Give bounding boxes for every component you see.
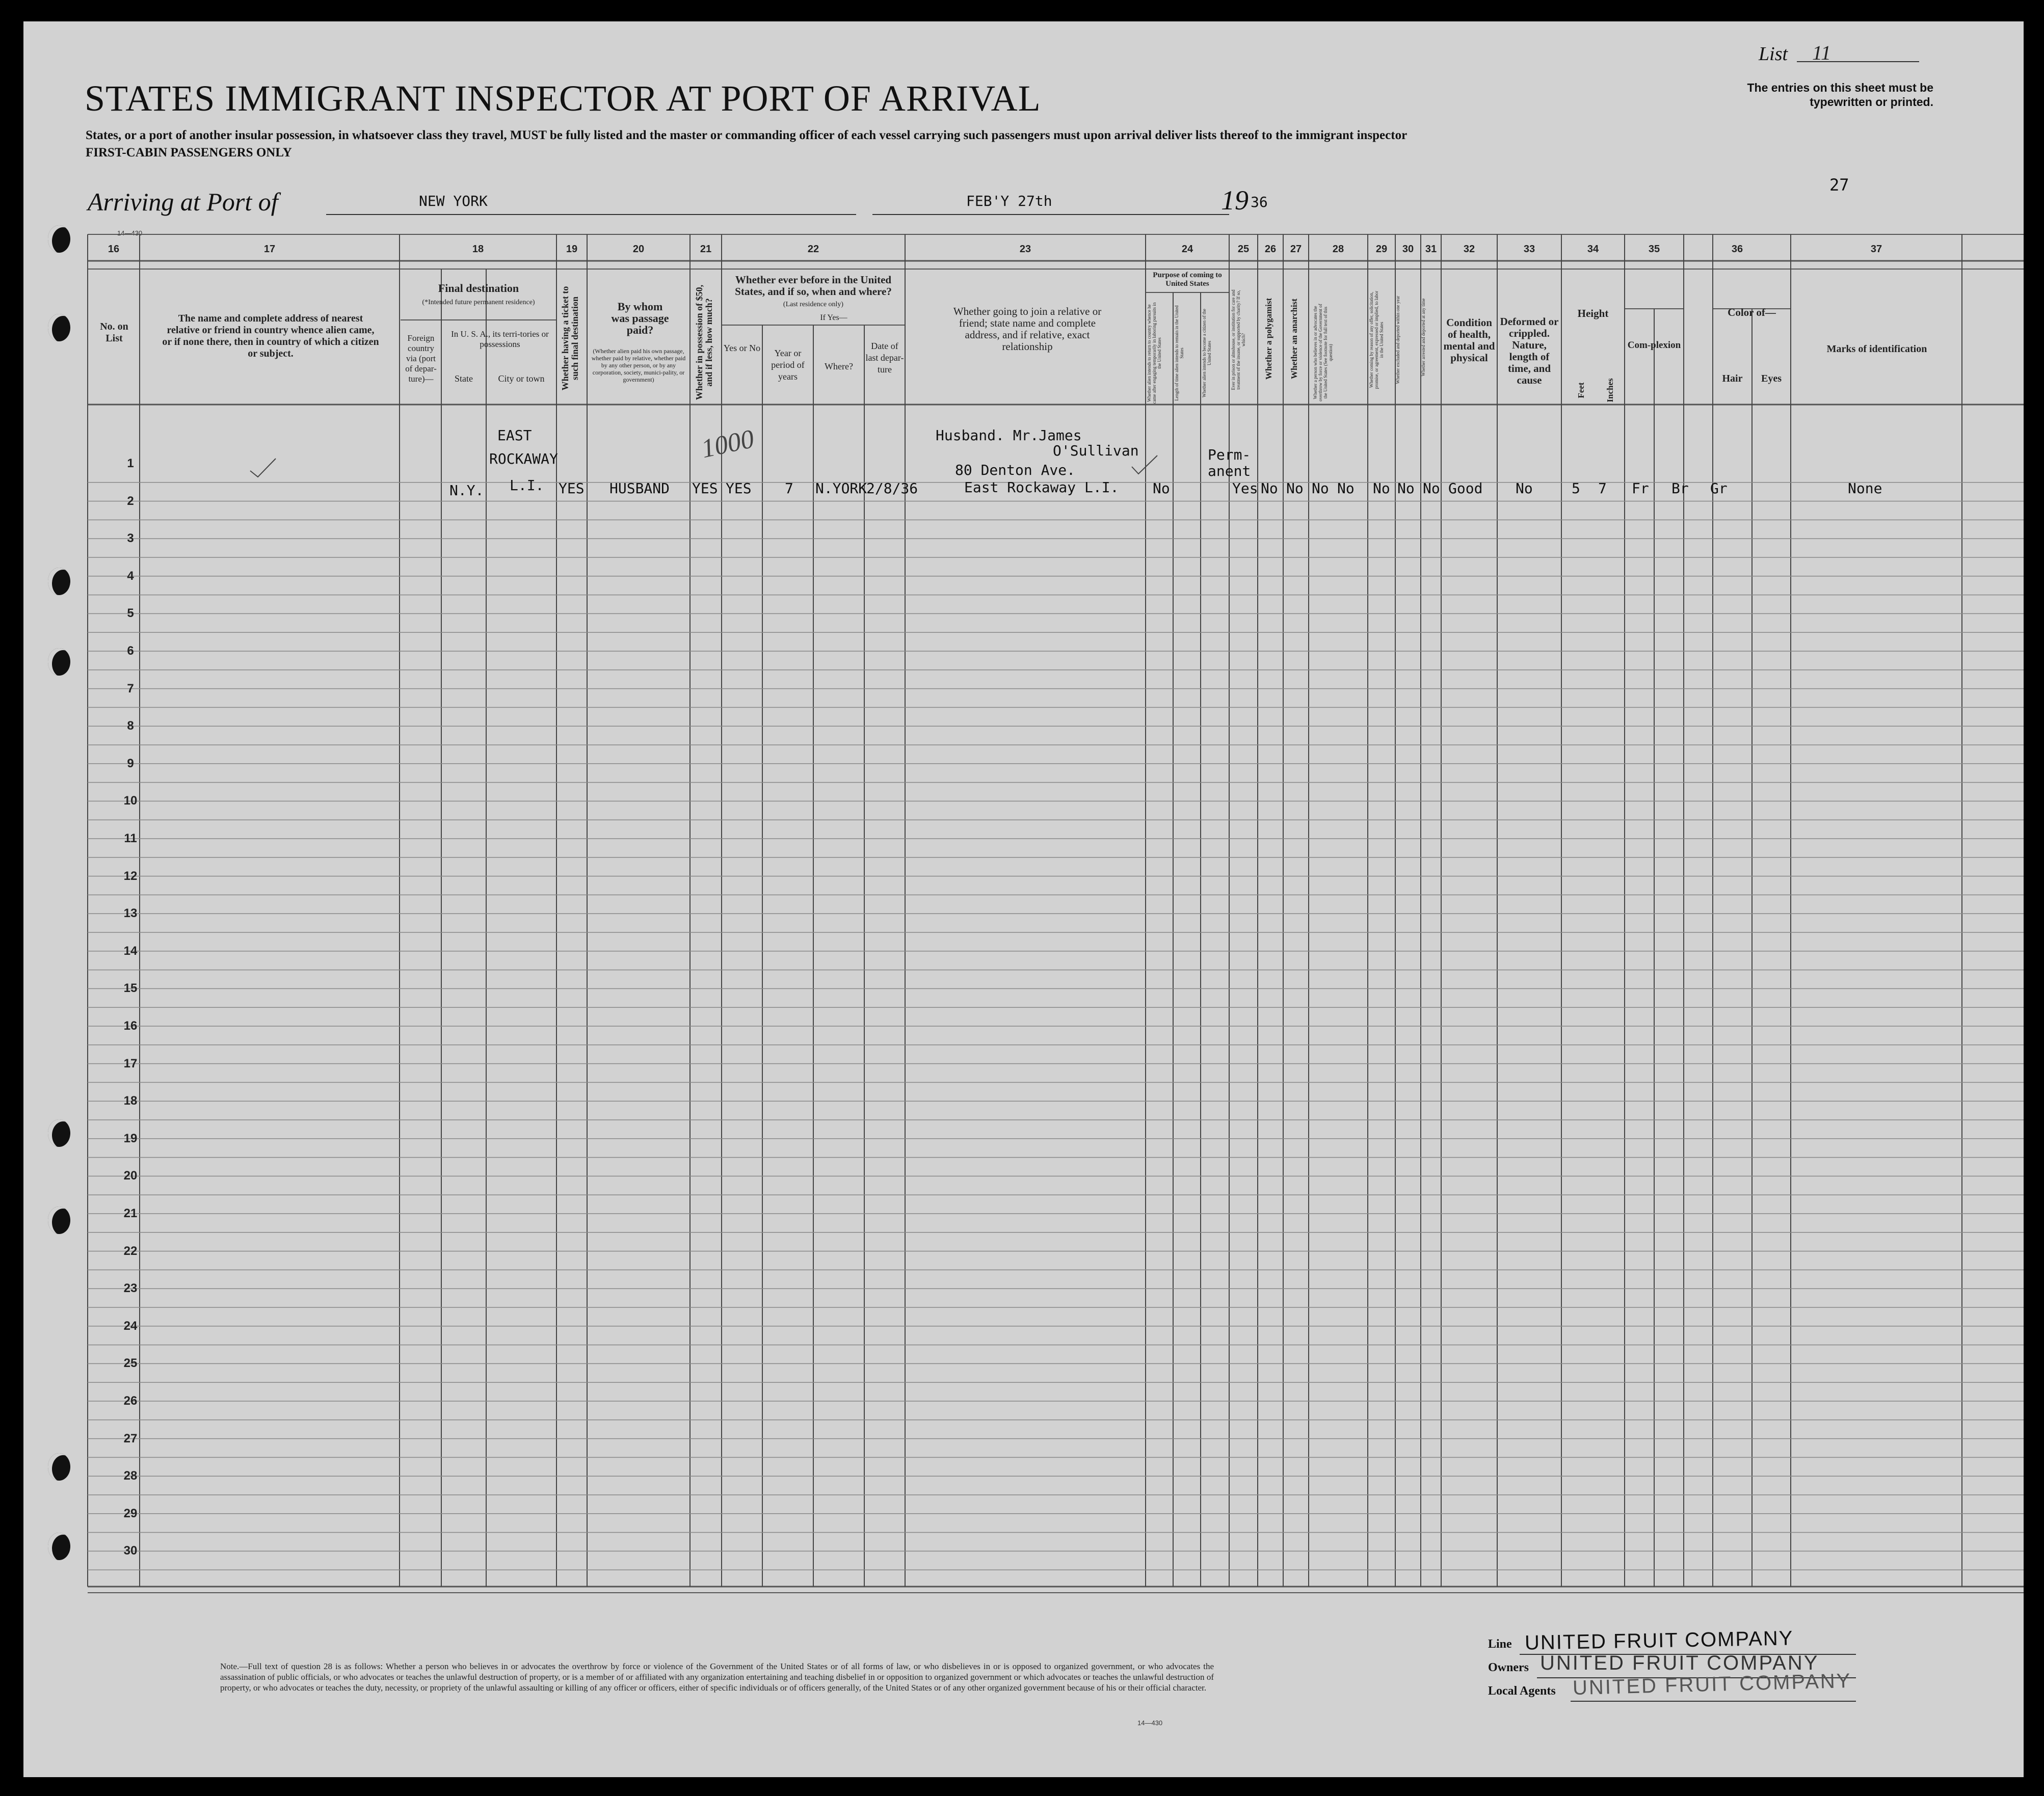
col-number-22: 22 [807,244,819,255]
entry-where: N.YORK [815,480,867,497]
header-q31: Whether arrested and deported at any time [1421,298,1426,377]
entry-date-departure: 2/8/36 [866,480,918,497]
entry-anarchist: No [1312,480,1329,497]
header-final-destination-note: (*Intended future permanent residence) [422,299,535,306]
entry-length-stay-1: Perm- [1208,446,1251,463]
header-purpose-return: Whether alien intends to return to country whence he came after engaging temporarily in laboring pursuits in the United States [1147,302,1162,404]
header-q30: Whether excluded and deported within one year [1395,296,1400,384]
owners-stamp: UNITED FRUIT COMPANY [1540,1652,1819,1674]
row-number: 23 [123,1281,138,1296]
row-number: 25 [123,1356,138,1371]
header-foreign-country: Foreign country via (port of depar-ture)— [405,333,437,384]
row-number: 16 [123,1019,138,1033]
entry-money-50: YES [692,480,718,497]
row-number: 28 [123,1469,138,1483]
entry-complexion: Fr [1632,480,1649,497]
header-ticket: Whether having a ticket to such final destination [560,286,580,391]
header-height-label: Height [1577,307,1609,319]
header-marks: Marks of identification [1826,343,1927,355]
entry-feet: 5 [1572,480,1580,497]
check-mark-icon [248,455,278,481]
row-number: 14 [123,944,138,958]
line-label: Line [1488,1638,1512,1651]
row-number: 9 [127,756,134,770]
entry-return-intent: No [1153,480,1170,497]
row-number: 15 [123,981,138,996]
row-number: 6 [127,644,134,658]
list-label: List [1759,43,1788,65]
row-number: 22 [123,1244,138,1258]
header-polygamist: Whether a polygamist [1264,298,1273,380]
entry-inches: 7 [1598,480,1607,497]
row-number: 24 [123,1319,138,1333]
class-note: FIRST-CABIN PASSENGERS ONLY [86,146,292,159]
entry-state: N.Y. [449,482,484,499]
manifest-sheet [23,21,2024,1777]
entry-join-line2: O'Sullivan [1053,442,1139,459]
row-number: 20 [123,1169,138,1183]
row-number: 11 [124,832,137,845]
header-inches: Inches [1605,378,1615,403]
entry-ticket: YES [559,480,585,497]
col-number-35: 35 [1648,244,1660,255]
header-purpose-length: Length of time alien intends to remain in the United States [1174,305,1184,401]
entry-city-line2: ROCKAWAY [489,450,558,467]
row-number: 5 [127,606,134,621]
header-ever-before: Whether ever before in the United States, and if so, when and where? [735,274,892,298]
col-number-23: 23 [1019,244,1031,255]
entry-city-line3: L.I. [510,477,544,494]
header-hair: Hair [1722,373,1743,384]
entry-q29: No [1373,480,1390,497]
col-number-18: 18 [472,244,484,255]
col-number-21: 21 [700,244,712,255]
header-date-last-departure: Date of last depar-ture [865,341,904,374]
entry-years: 7 [785,480,793,497]
header-prison: Ever in prison or almshouse, or institution for care and treatment of the insane, or supported by charity? If so, which? [1231,289,1246,390]
row-number: 21 [123,1207,138,1220]
col-number-17: 17 [263,244,276,255]
page-title: STATES IMMIGRANT INSPECTOR AT PORT OF ARRIVAL [85,78,1041,119]
col-number-36: 36 [1731,244,1743,255]
entry-deformed: No [1516,480,1533,497]
col-number-16: 16 [108,244,120,255]
entry-eyes: Gr [1710,480,1728,497]
col-number-27: 27 [1290,244,1302,255]
row-number: 19 [123,1131,138,1145]
header-purpose: Purpose of coming to United States [1153,271,1222,288]
row-number: 4 [127,569,134,583]
col-number-24: 24 [1181,244,1193,255]
year-suffix: 36 [1251,194,1268,210]
agents-stamp: UNITED FRUIT COMPANY [1572,1669,1852,1700]
header-final-destination: Final destination [438,282,519,294]
header-where: Where? [825,361,853,371]
col-number-19: 19 [566,244,578,255]
row-number: 18 [123,1094,138,1108]
entry-q28: No [1337,480,1355,497]
entry-join-line4: East Rockaway L.I. [964,479,1119,496]
typewritten-note: The entries on this sheet must be typewritten or printed. [1747,81,1933,109]
header-state: State [455,373,473,384]
entry-join-line1: Husband. Mr.James [936,427,1082,444]
header-q29: Whether coming by reason of any offer, solicitation, promise, or agreement, expressed or implied, to labor in the United States [1369,290,1384,389]
row-number: 30 [123,1544,138,1558]
table-grid [23,21,2024,1777]
header-going-to-join: Whether going to join a relative or friend; state name and complete address, and if relative, exact relationship [953,305,1102,353]
col-number-30: 30 [1402,244,1414,255]
row-number: 17 [123,1056,138,1070]
row-number: 10 [123,794,138,808]
line-stamp: UNITED FRUIT COMPANY [1524,1627,1794,1654]
header-no-on-list: No. on List [100,321,128,344]
col-number-29: 29 [1375,244,1388,255]
agents-label: Local Agents [1488,1684,1556,1698]
col-number-37: 37 [1870,244,1882,255]
page-number: 27 [1829,175,1849,195]
header-last-residence: (Last residence only) [783,301,844,308]
header-purpose-citizen: Whether alien intends to become a citizen of the United States [1202,309,1212,397]
entry-citizen: Yes [1232,480,1258,497]
col-number-25: 25 [1237,244,1250,255]
arriving-label: Arriving at Port of [88,187,278,216]
row-number: 13 [123,906,138,921]
header-by-whom-note: (Whether alien paid his own passage, whether paid by relative, whether paid by any other person, or by any corporation, society, munici-pality, or government) [591,347,686,383]
header-possession-50: Whether in possession of $50, and if less, how much? [694,284,714,400]
header-feet: Feet [1576,382,1586,398]
entry-length-stay-2: anent [1208,463,1251,479]
entry-ever-before: YES [726,480,752,497]
row-number: 8 [127,719,134,733]
owners-label: Owners [1488,1661,1529,1674]
col-number-33: 33 [1523,244,1535,255]
entry-q30: No [1397,480,1415,497]
entry-money-handwritten: 1000 [699,424,757,464]
entry-city-line1: EAST [497,427,532,444]
entry-marks: None [1848,480,1882,497]
entry-join-line3: 80 Denton Ave. [955,462,1076,478]
header-city: City or town [498,373,545,384]
row-number: 29 [123,1506,138,1520]
header-yes-or-no: Yes or No [723,343,761,353]
header-health: Condition of health, mental and physical [1443,316,1495,364]
port-value: NEW YORK [419,193,488,209]
header-by-whom: By whom was passage paid? [611,300,669,336]
form-code: 14—430 [117,229,143,237]
header-q28: Whether a person who believes in or advocates the overthrow by force or violence of the Government of the United States (See footnote for full text of this question) [1313,304,1333,401]
header-if-yes: If Yes— [820,313,847,322]
entry-hair: Br [1671,480,1689,497]
date-value: FEB'Y 27th [966,193,1052,209]
row-number: 1 [127,457,134,470]
header-color-of: Color of— [1728,306,1776,318]
header-complexion: Com-plexion [1627,340,1681,351]
footnote-q28: Note.—Full text of question 28 is as follows: Whether a person who believes in or advocates the overthrow by force or violence of the Government of the United States or of all forms of law, or who disbelieves in or is opposed to organized government, or who advocates the assassination of public officials, or who advocates or teaches the unlawful destruction of property, or is a member of or affiliated with any organization entertaining and teaching disbelief in or opposition to organized government or which advocates or teaches the unlawful destruction of property, or who advocates or teaches the duty, necessity, or propriety of the unlawful assaulting or killing of any officer or officers, either of specific individuals or of officers generally, of the United States or of any other organized government because of his or their official character. [220,1661,1214,1693]
col-number-20: 20 [632,244,645,255]
agents-underline [1571,1701,1856,1702]
row-number: 12 [123,869,138,883]
footer-form-code: 14—430 [1137,1719,1163,1727]
col-number-32: 32 [1463,244,1475,255]
header-deformed: Deformed or crippled. Nature, length of time, and cause [1500,315,1559,386]
col-number-34: 34 [1587,244,1599,255]
check-mark-icon [1129,453,1160,479]
header-subtitle: States, or a port of another insular possession, in whatsoever class they travel, MUST be fully listed and the master or commanding officer of each vessel carrying such passengers must upon arrival deliver lists thereof to the immigrant inspector [86,128,1408,142]
header-eyes: Eyes [1761,373,1782,384]
col-number-28: 28 [1332,244,1344,255]
row-number: 7 [127,681,134,695]
entry-polygamist: No [1286,480,1304,497]
col-number-31: 31 [1425,244,1437,255]
col-number-26: 26 [1264,244,1277,255]
list-number-handwritten: 11 [1812,41,1831,64]
header-anarchist: Whether an anarchist [1289,298,1299,380]
row-number: 3 [127,531,134,546]
year-prefix: 19 [1221,185,1249,216]
row-number: 27 [123,1431,138,1445]
row-number: 2 [127,494,134,508]
header-nearest-relative: The name and complete address of nearest relative or friend in country whence alien came, or if none there, then in country of which a citizen or subject. [162,313,379,359]
entry-q31: No [1423,480,1440,497]
row-number: 26 [123,1394,138,1408]
entry-paid-by: HUSBAND [609,480,670,497]
entry-prison: No [1261,480,1278,497]
header-year-or-period: Year or period of years [771,348,805,382]
header-in-usa: In U. S. A., its terri-tories or possessions [451,329,549,349]
entry-health: Good [1448,480,1483,497]
